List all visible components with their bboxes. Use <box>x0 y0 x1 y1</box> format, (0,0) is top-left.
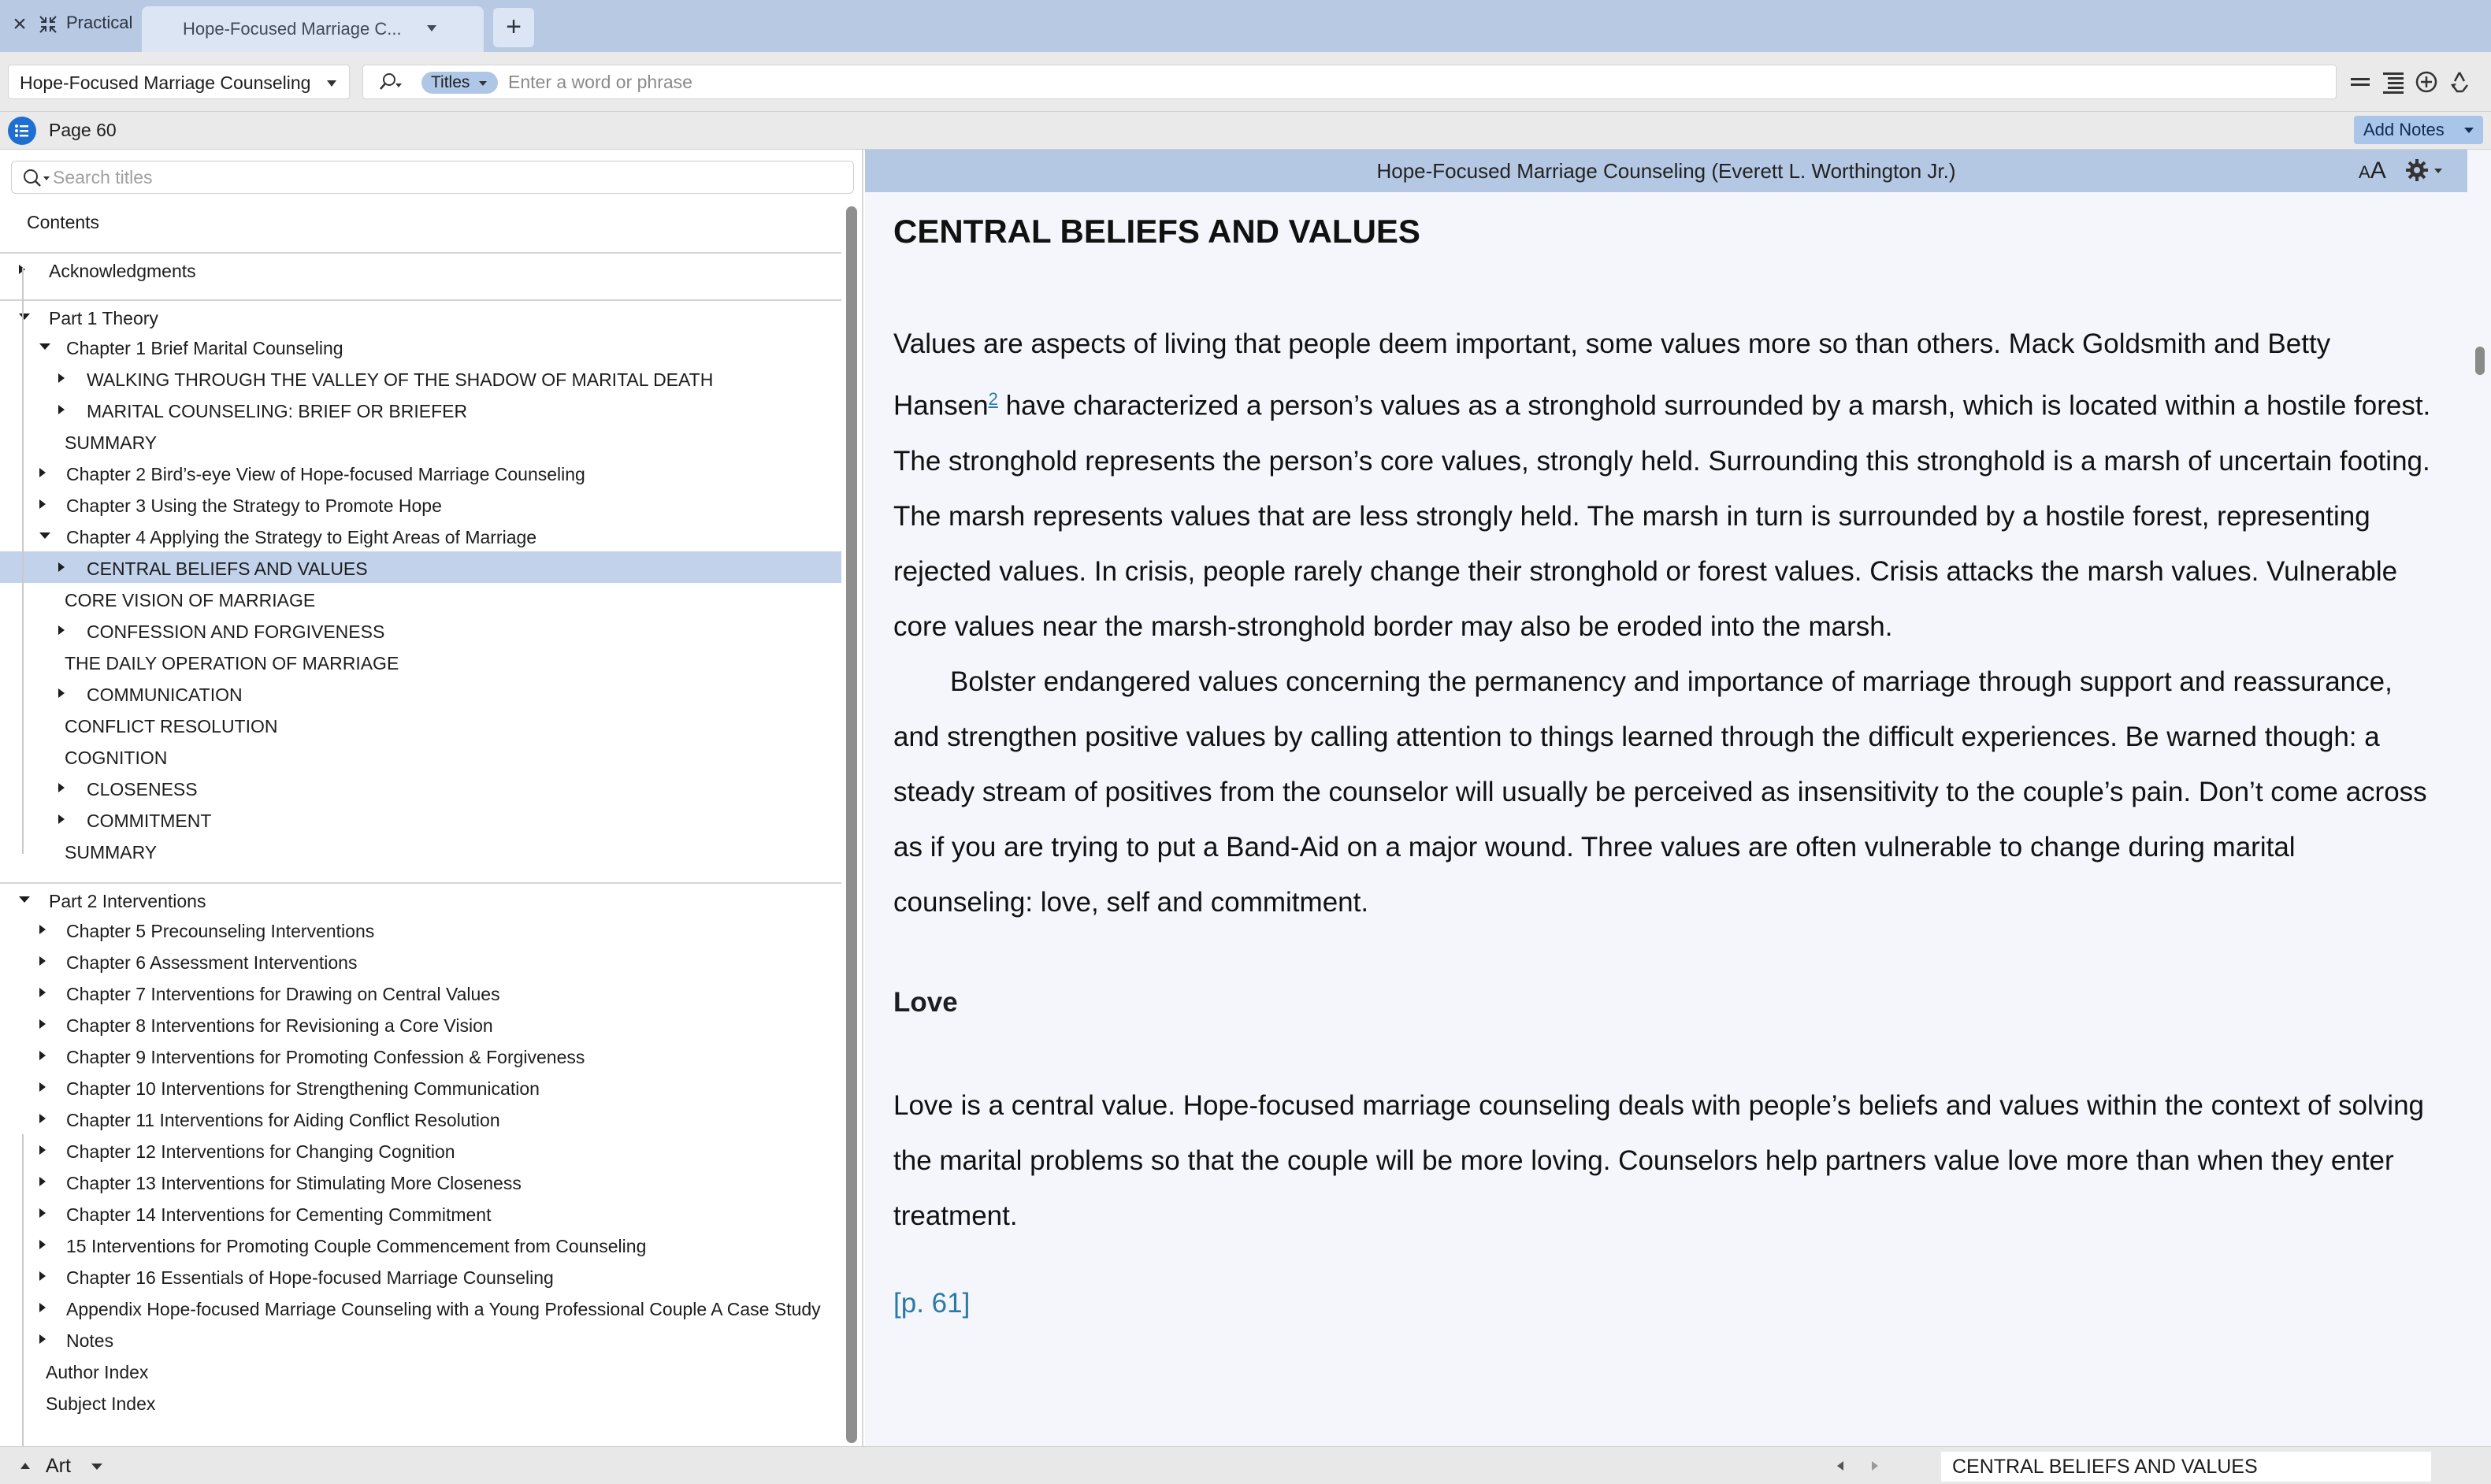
toc-item-label: CORE VISION OF MARRIAGE <box>65 590 316 610</box>
chevron-down-icon[interactable] <box>427 25 436 32</box>
toc-item-label: Appendix Hope-focused Marriage Counseling with a Young Professional Couple A Case Study <box>66 1299 821 1319</box>
search-input[interactable] <box>508 69 2320 95</box>
paragraph-text: have characterized a person’s values as a stronghold surrounded by a marsh, which is located within a hostile forest. The stronghold represents the person’s core values, strongly held. Surrounding this stronghold is a marsh of uncertain footing. The marsh represents values that are less strongly held. The marsh in turn is surrounded by a hostile forest, representing rejected values. In crisis, people rarely change their stronghold or forest values. Crisis attacks the marsh values. Vulnerable core values near the marsh-stronghold border may also be eroded into the marsh. <box>893 390 2431 642</box>
footnote-link[interactable]: 2 <box>988 389 998 409</box>
toc-item[interactable] <box>0 677 841 709</box>
title-search-input[interactable] <box>53 165 841 190</box>
toc-item-label: MARITAL COUNSELING: BRIEF OR BRIEFER <box>87 401 468 421</box>
toc-item[interactable] <box>0 835 841 866</box>
toc-item[interactable] <box>0 1103 841 1134</box>
paragraph: Love is a central value. Hope-focused marriage counseling deals with people’s beliefs and values within the context of solving the marital problems so that the couple will be more loving. Counselors help partners value love more than when they enter treatment. <box>893 1089 2424 1231</box>
toc-item[interactable] <box>0 1197 841 1229</box>
resource-select[interactable] <box>8 65 350 99</box>
next-arrow-icon[interactable] <box>1872 1461 1878 1471</box>
document-body <box>893 213 2437 1319</box>
disclosure-collapsed-icon[interactable] <box>39 1303 46 1312</box>
close-icon[interactable]: × <box>13 11 27 37</box>
toc-item[interactable] <box>0 583 841 614</box>
chevron-down-icon[interactable] <box>91 1464 102 1470</box>
disclosure-collapsed-icon[interactable] <box>39 1271 46 1281</box>
disclosure-collapsed-icon[interactable] <box>58 814 65 824</box>
page-label: Page 60 <box>49 120 117 140</box>
toc-item[interactable] <box>0 1292 841 1323</box>
toc-item[interactable] <box>0 646 841 677</box>
toc-item-label: THE DAILY OPERATION OF MARRIAGE <box>65 653 399 673</box>
add-circle-icon[interactable] <box>2414 68 2441 96</box>
toc-item[interactable] <box>0 520 841 551</box>
resource-select-label: Hope-Focused Marriage Counseling <box>20 72 311 93</box>
toc-item[interactable] <box>0 252 841 284</box>
toc-item[interactable] <box>0 977 841 1008</box>
disclosure-collapsed-icon[interactable] <box>39 1177 46 1186</box>
toc-item-label: Chapter 10 Interventions for Strengthening Communication <box>66 1078 540 1099</box>
previous-arrow-icon[interactable] <box>1837 1461 1843 1471</box>
chevron-down-icon <box>327 80 336 87</box>
toc-item-label: Notes <box>66 1330 114 1351</box>
disclosure-collapsed-icon[interactable] <box>39 1334 46 1344</box>
font-size-icon[interactable]: AA <box>2359 158 2386 184</box>
disclosure-collapsed-icon[interactable] <box>58 783 65 792</box>
sidebar-scrollbar[interactable] <box>846 206 857 1443</box>
contents-sidebar <box>0 150 863 1446</box>
tab-bar <box>0 0 2491 52</box>
page-row <box>0 112 2491 150</box>
reader-pane <box>865 150 2491 1446</box>
disclosure-collapsed-icon[interactable] <box>39 925 46 934</box>
toc-item[interactable] <box>0 299 841 331</box>
toc-item[interactable] <box>0 1040 841 1071</box>
search-box <box>362 65 2337 99</box>
toc-item-label: Chapter 2 Bird’s-eye View of Hope-focused Marriage Counseling <box>66 464 585 484</box>
toolbar-icons <box>2348 68 2489 99</box>
document-title: Hope-Focused Marriage Counseling (Everett L. Worthington Jr.) <box>1376 159 1956 183</box>
search-scope-dropdown[interactable] <box>421 72 498 94</box>
paragraph-text: Values are aspects of living that people deem important, some values more so than others. Mack Goldsmith and Betty Hansen <box>893 328 2331 421</box>
status-bar <box>0 1446 2491 1484</box>
toc-item-label: COMMITMENT <box>87 811 212 831</box>
toc-item-label: COMMUNICATION <box>87 684 243 705</box>
disclosure-collapsed-icon[interactable] <box>39 1145 46 1155</box>
toc-item[interactable] <box>0 457 841 488</box>
toc-item[interactable] <box>0 614 841 646</box>
paragraph <box>893 317 2437 655</box>
panel-selector-label[interactable]: Art <box>46 1455 71 1477</box>
disclosure-collapsed-icon[interactable] <box>58 688 65 698</box>
disclosure-collapsed-icon[interactable] <box>58 562 65 572</box>
toc-item-label: Part 1 Theory <box>49 308 158 328</box>
search-icon[interactable] <box>376 72 403 94</box>
toc-item-label: Chapter 5 Precounseling Interventions <box>66 921 375 941</box>
tab-title: Hope-Focused Marriage C... <box>183 19 402 39</box>
toc-item[interactable] <box>0 772 841 803</box>
toc-item-label: Chapter 3 Using the Strategy to Promote Hope <box>66 495 442 516</box>
tab-document[interactable] <box>142 6 484 52</box>
tree-guide-line <box>22 1134 24 1446</box>
toc-item[interactable] <box>0 551 841 583</box>
toc-item-label: Chapter 1 Brief Marital Counseling <box>66 338 343 358</box>
toc-item[interactable] <box>0 488 841 520</box>
disclosure-collapsed-icon[interactable] <box>58 405 65 414</box>
sync-icon[interactable] <box>2447 68 2474 96</box>
toc-item[interactable] <box>0 331 841 362</box>
toc-item[interactable] <box>0 1323 841 1355</box>
toc-item[interactable] <box>0 1386 841 1418</box>
toc-item[interactable] <box>0 914 841 945</box>
section-heading: CENTRAL BELIEFS AND VALUES <box>893 213 1420 250</box>
toc-item[interactable] <box>0 1260 841 1292</box>
text-alignment-icon[interactable] <box>2381 68 2407 96</box>
toc-item[interactable] <box>0 1355 841 1386</box>
current-location[interactable]: CENTRAL BELIEFS AND VALUES <box>1941 1452 2431 1482</box>
toc-item[interactable] <box>0 1166 841 1197</box>
toc-item-label: Chapter 12 Interventions for Changing Cognition <box>66 1141 455 1162</box>
toc-item-label: Chapter 7 Interventions for Drawing on Central Values <box>66 984 500 1004</box>
toc-item-label: Acknowledgments <box>49 261 196 281</box>
disclosure-collapsed-icon[interactable] <box>39 1019 46 1029</box>
chevron-up-icon[interactable] <box>20 1463 30 1469</box>
toc-item-label: Chapter 9 Interventions for Promoting Confession & Forgiveness <box>66 1047 585 1067</box>
layout-name[interactable]: Practical <box>66 13 133 32</box>
disclosure-collapsed-icon[interactable] <box>39 499 46 509</box>
toc-item-label: Chapter 11 Interventions for Aiding Conflict Resolution <box>66 1110 500 1130</box>
add-notes-button[interactable] <box>2354 116 2483 144</box>
disclosure-collapsed-icon[interactable] <box>39 988 46 997</box>
toc-item-label: WALKING THROUGH THE VALLEY OF THE SHADOW OF MARITAL DEATH <box>87 369 714 390</box>
toc-item[interactable] <box>0 1008 841 1040</box>
toc-item-label: Part 2 Interventions <box>49 891 206 911</box>
toc-item[interactable] <box>0 1071 841 1103</box>
toc-item-label: CONFESSION AND FORGIVENESS <box>87 621 385 642</box>
disclosure-expanded-icon[interactable] <box>19 896 30 903</box>
toc-item[interactable] <box>0 1229 841 1260</box>
search-scope-label: Titles <box>431 73 470 91</box>
toc-item-label: Chapter 6 Assessment Interventions <box>66 952 358 973</box>
disclosure-expanded-icon[interactable] <box>39 532 50 539</box>
paragraph: Bolster endangered values concerning the permanency and importance of marriage through support and reassurance, and strengthen positive values by calling attention to things learned through the difficult experiences. Be warned though: a steady stream of positives from the counselor will usually be perceived as insensitivity to the couple’s pain. Don’t come across as if you are trying to put a Band-Aid on a major wound. Three values are often vulnerable to change during marital counseling: love, self and commitment. <box>893 666 2427 918</box>
gear-icon[interactable] <box>2404 158 2430 183</box>
disclosure-expanded-icon[interactable] <box>19 313 30 320</box>
toc-item-label: Chapter 14 Interventions for Cementing Commitment <box>66 1204 492 1225</box>
toc-item[interactable] <box>0 394 841 425</box>
search-icon[interactable] <box>18 166 56 190</box>
new-tab-button[interactable]: + <box>493 8 534 47</box>
page-marker-link[interactable]: [p. 61] <box>893 1287 971 1319</box>
toc-item-label: Chapter 4 Applying the Strategy to Eight Areas of Marriage <box>66 527 537 547</box>
disclosure-expanded-icon[interactable] <box>39 343 50 350</box>
toc-item-label: SUMMARY <box>65 842 158 863</box>
toc-item-label: Chapter 8 Interventions for Revisioning a Core Vision <box>66 1015 493 1036</box>
disclosure-collapsed-icon[interactable] <box>39 1240 46 1249</box>
disclosure-collapsed-icon[interactable] <box>39 956 46 966</box>
toc-item[interactable] <box>0 882 841 914</box>
disclosure-collapsed-icon[interactable] <box>39 1208 46 1218</box>
toolbar <box>0 52 2491 112</box>
disclosure-collapsed-icon[interactable] <box>58 373 65 383</box>
toc-item-label: Chapter 13 Interventions for Stimulating More Closeness <box>66 1173 522 1193</box>
toc-item[interactable] <box>0 1134 841 1166</box>
toc-item-label: COGNITION <box>65 748 168 768</box>
disclosure-collapsed-icon[interactable] <box>39 1051 46 1060</box>
tree-guide-line <box>22 268 24 854</box>
toc-item[interactable] <box>0 709 841 740</box>
scrollbar-thumb[interactable] <box>846 206 857 1443</box>
table-of-contents-icon[interactable] <box>8 117 36 145</box>
toc-item[interactable] <box>0 205 841 236</box>
title-search-box <box>11 161 854 194</box>
subheading: Love <box>893 986 958 1018</box>
document-header <box>865 150 2467 192</box>
toc-item-label: Author Index <box>46 1362 149 1382</box>
parallel-view-icon[interactable] <box>2348 68 2374 96</box>
toc-item-label: 15 Interventions for Promoting Couple Commencement from Counseling <box>66 1236 647 1256</box>
toc-item-label: Subject Index <box>46 1393 156 1414</box>
toc-item[interactable] <box>0 362 841 394</box>
toc-item[interactable] <box>0 425 841 457</box>
toc-item-label: Chapter 16 Essentials of Hope-focused Marriage Counseling <box>66 1267 554 1288</box>
toc-item-label: Contents <box>27 212 100 232</box>
disclosure-collapsed-icon[interactable] <box>39 1082 46 1092</box>
toc-item-label: CLOSENESS <box>87 779 198 800</box>
toc-item[interactable] <box>0 740 841 772</box>
chevron-down-icon[interactable] <box>2434 169 2442 173</box>
toc-item-label: CONFLICT RESOLUTION <box>65 716 278 736</box>
toc-item[interactable] <box>0 945 841 977</box>
disclosure-collapsed-icon[interactable] <box>39 468 46 477</box>
toc-item[interactable] <box>0 803 841 835</box>
chevron-down-icon <box>2464 128 2474 133</box>
disclosure-collapsed-icon[interactable] <box>39 1114 46 1123</box>
add-notes-label: Add Notes <box>2363 120 2445 139</box>
toc-item-label: CENTRAL BELIEFS AND VALUES <box>87 558 368 579</box>
reader-scrollbar-thumb[interactable] <box>2475 347 2485 375</box>
collapse-icon[interactable] <box>38 14 58 35</box>
chevron-down-icon <box>479 81 487 86</box>
toc-item-label: SUMMARY <box>65 432 158 453</box>
disclosure-collapsed-icon[interactable] <box>58 625 65 635</box>
